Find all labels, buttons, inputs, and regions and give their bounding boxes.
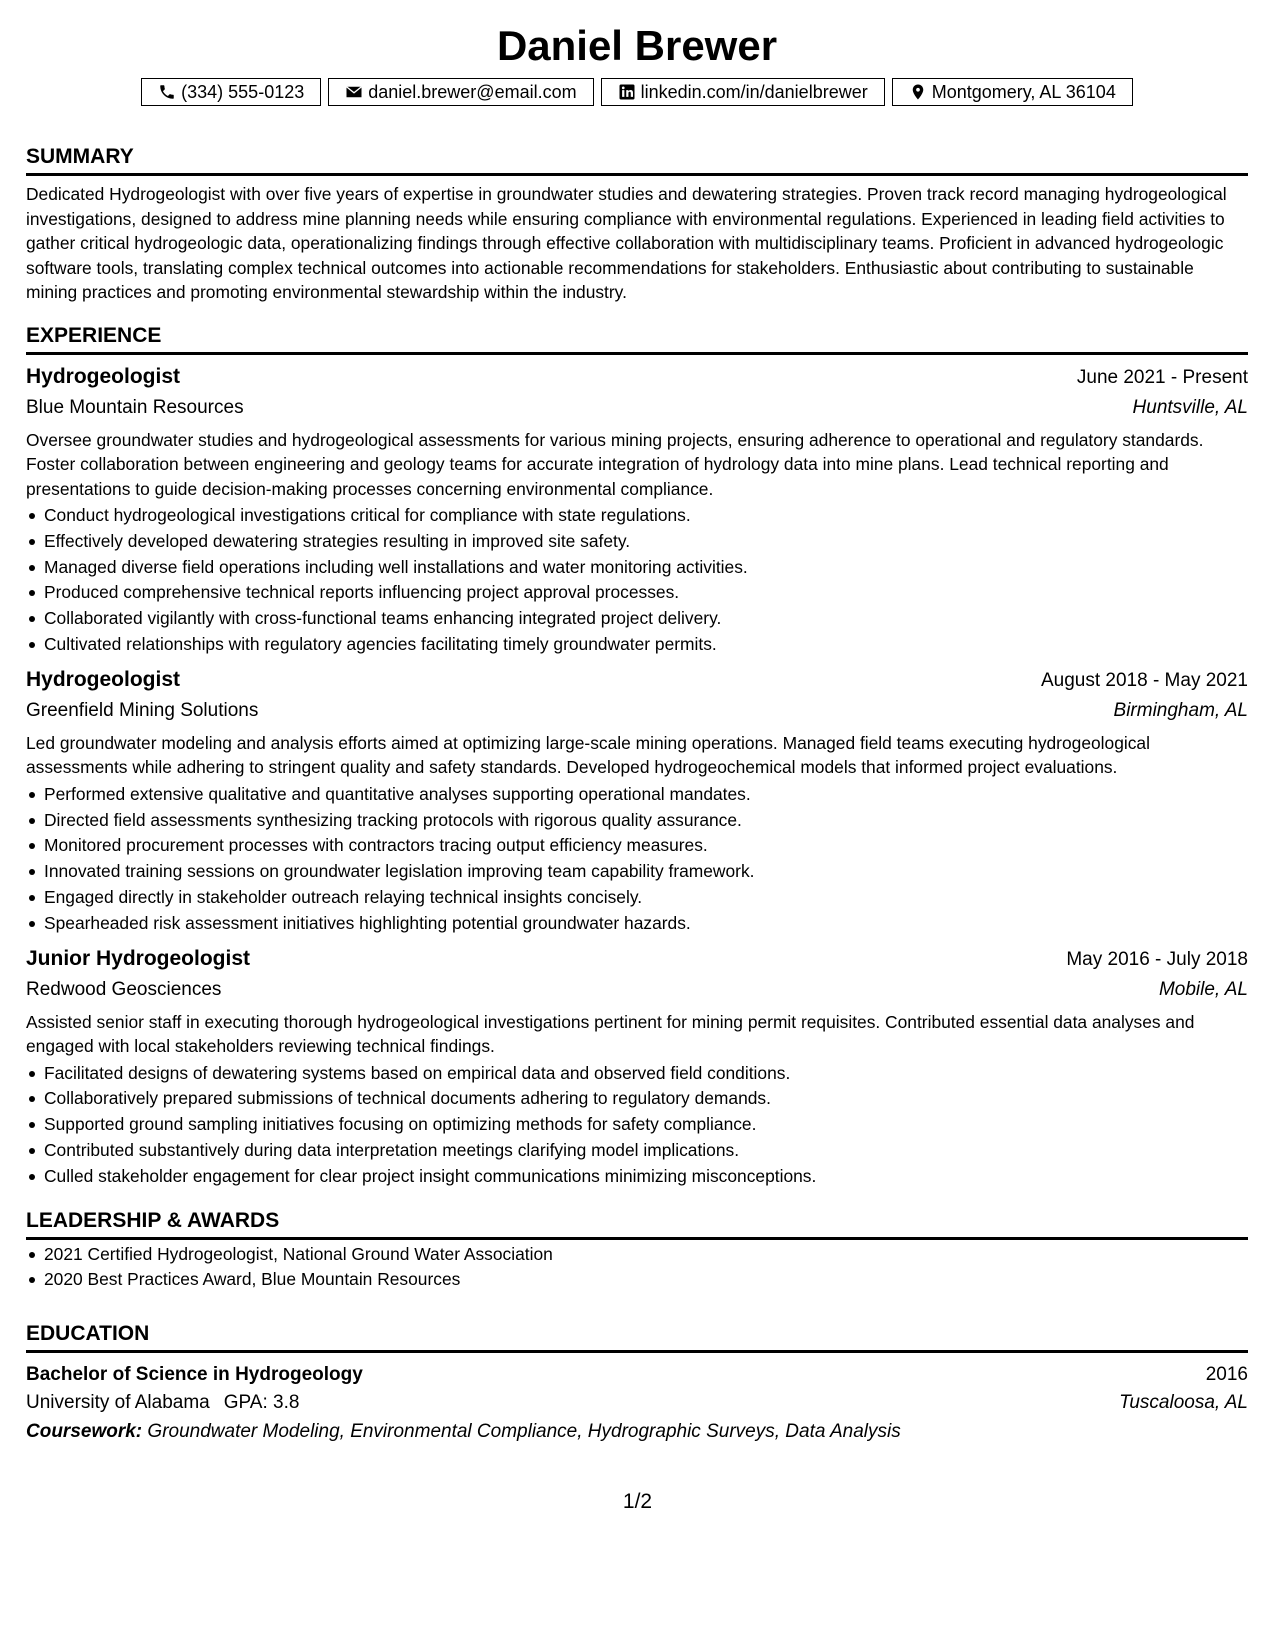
- list-item: Contributed substantively during data interpretation meetings clarifying model implications.: [44, 1138, 1248, 1164]
- leadership-section: [26, 1208, 1248, 1294]
- gpa: GPA: 3.8: [223, 1392, 300, 1414]
- contact-phone[interactable]: [141, 78, 321, 106]
- page-number: 1/2: [622, 1490, 653, 1513]
- award-list: [26, 1242, 1248, 1294]
- coursework-list: Groundwater Modeling, Environmental Compliance, Hydrographic Surveys, Data Analysis: [147, 1421, 901, 1443]
- list-item: Innovated training sessions on groundwater legislation improving team capability framework.: [44, 859, 1248, 885]
- job-bullets: [26, 1061, 1248, 1190]
- job-description: Oversee groundwater studies and hydrogeological assessments for various mining projects, ensuring adherence to operational and regulatory standards. Foster collaboration between engineering and geology teams for accurate integration of hydrology data into mine plans. Lead technical reporting and presentations to guide decision-making processes concerning environmental compliance.: [26, 429, 1204, 499]
- section-title-education: EDUCATION: [26, 1321, 1248, 1353]
- graduation-year: 2016: [1205, 1364, 1248, 1386]
- job-description: Assisted senior staff in executing thorough hydrogeological investigations pertinent for mining permit requisites. Contributed essential data analyses and engaged with local stakeholders reviewing technical findings.: [26, 1011, 1195, 1057]
- location-text: Montgomery, AL 36104: [931, 81, 1116, 102]
- job-entry: [26, 945, 1248, 1190]
- list-item: Culled stakeholder engagement for clear project insight communications minimizing misconceptions.: [44, 1164, 1248, 1190]
- candidate-name: Daniel Brewer: [496, 22, 778, 69]
- coursework-label: Coursework:: [26, 1421, 143, 1443]
- list-item: 2021 Certified Hydrogeologist, National Ground Water Association: [44, 1242, 1248, 1268]
- job-title: Junior Hydrogeologist: [26, 946, 251, 970]
- degree: Bachelor of Science in Hydrogeology: [26, 1364, 363, 1386]
- job-bullets: [26, 503, 1248, 658]
- job-company: Greenfield Mining Solutions: [26, 699, 259, 721]
- job-location: Mobile, AL: [1158, 978, 1248, 1000]
- resume-page: [26, 18, 1248, 1447]
- list-item: Collaboratively prepared submissions of technical documents adhering to regulatory demands.: [44, 1086, 1248, 1112]
- list-item: Effectively developed dewatering strategies resulting in improved site safety.: [44, 529, 1248, 555]
- job-company: Redwood Geosciences: [26, 978, 222, 1000]
- job-entry: [26, 666, 1248, 937]
- education-section: [26, 1321, 1248, 1447]
- map-pin-icon: [909, 83, 927, 101]
- list-item: Facilitated designs of dewatering systems based on empirical data and observed field conditions.: [44, 1061, 1248, 1087]
- experience-section: [26, 323, 1248, 1190]
- section-title-leadership: LEADERSHIP & AWARDS: [26, 1208, 1248, 1240]
- list-item: Directed field assessments synthesizing tracking protocols with rigorous quality assurance.: [44, 808, 1248, 834]
- list-item: Supported ground sampling initiatives focusing on optimizing methods for safety compliance.: [44, 1112, 1248, 1138]
- school-location: Tuscaloosa, AL: [1119, 1392, 1248, 1414]
- job-entry: [26, 363, 1248, 658]
- section-title-experience: EXPERIENCE: [26, 323, 1248, 355]
- list-item: Performed extensive qualitative and quantitative analyses supporting operational mandates.: [44, 782, 1248, 808]
- job-location: Birmingham, AL: [1113, 699, 1248, 721]
- list-item: Produced comprehensive technical reports influencing project approval processes.: [44, 580, 1248, 606]
- envelope-icon: [345, 83, 363, 101]
- contact-location[interactable]: [892, 78, 1133, 106]
- list-item: Engaged directly in stakeholder outreach relaying technical insights concisely.: [44, 885, 1248, 911]
- job-dates: August 2018 - May 2021: [1040, 669, 1248, 691]
- list-item: Monitored procurement processes with contractors tracing output efficiency measures.: [44, 833, 1248, 859]
- phone-text: (334) 555-0123: [181, 81, 305, 102]
- contact-linkedin[interactable]: [601, 78, 885, 106]
- email-text: daniel.brewer@email.com: [368, 81, 577, 102]
- coursework: [26, 1417, 1248, 1447]
- contact-email[interactable]: [328, 78, 593, 106]
- job-dates: June 2021 - Present: [1076, 366, 1248, 388]
- list-item: Collaborated vigilantly with cross-functional teams enhancing integrated project delivery.: [44, 606, 1248, 632]
- list-item: Managed diverse field operations including well installations and water monitoring activities.: [44, 555, 1248, 581]
- section-title-summary: SUMMARY: [26, 144, 1248, 176]
- summary-section: [26, 144, 1248, 305]
- list-item: Cultivated relationships with regulatory agencies facilitating timely groundwater permits.: [44, 632, 1248, 658]
- job-company: Blue Mountain Resources: [26, 396, 244, 418]
- linkedin-icon: [618, 83, 636, 101]
- summary-text: Dedicated Hydrogeologist with over five years of expertise in groundwater studies and dewatering strategies. Proven track record managing hydrogeological investigations, designed to address mine planning needs while ensuring compliance with environmental regulations. Experienced in leading field activities to gather critical hydrogeologic data, operationalizing findings through effective collaboration with multidisciplinary teams. Proficient in advanced hydrogeologic software tools, translating complex technical outcomes into actionable recommendations for stakeholders. Enthusiastic about contributing to sustainable mining practices and promoting environmental stewardship within the industry.: [26, 184, 1227, 302]
- job-bullets: [26, 782, 1248, 937]
- job-dates: May 2016 - July 2018: [1066, 948, 1248, 970]
- list-item: Spearheaded risk assessment initiatives highlighting potential groundwater hazards.: [44, 911, 1248, 937]
- school-name: University of Alabama: [26, 1392, 210, 1414]
- list-item: 2020 Best Practices Award, Blue Mountain Resources: [44, 1267, 1248, 1293]
- contact-bar: [26, 78, 1248, 106]
- phone-icon: [158, 83, 176, 101]
- job-location: Huntsville, AL: [1132, 396, 1248, 418]
- linkedin-text: linkedin.com/in/danielbrewer: [640, 81, 868, 102]
- job-title: Hydrogeologist: [26, 364, 181, 388]
- job-description: Led groundwater modeling and analysis efforts aimed at optimizing large-scale mining operations. Managed field teams executing hydrogeological assessments while adhering to stringent quality and safety standards. Developed hydrogeochemical models that informed project evaluations.: [26, 732, 1150, 778]
- list-item: Conduct hydrogeological investigations critical for compliance with state regulations.: [44, 503, 1248, 529]
- job-title: Hydrogeologist: [26, 667, 181, 691]
